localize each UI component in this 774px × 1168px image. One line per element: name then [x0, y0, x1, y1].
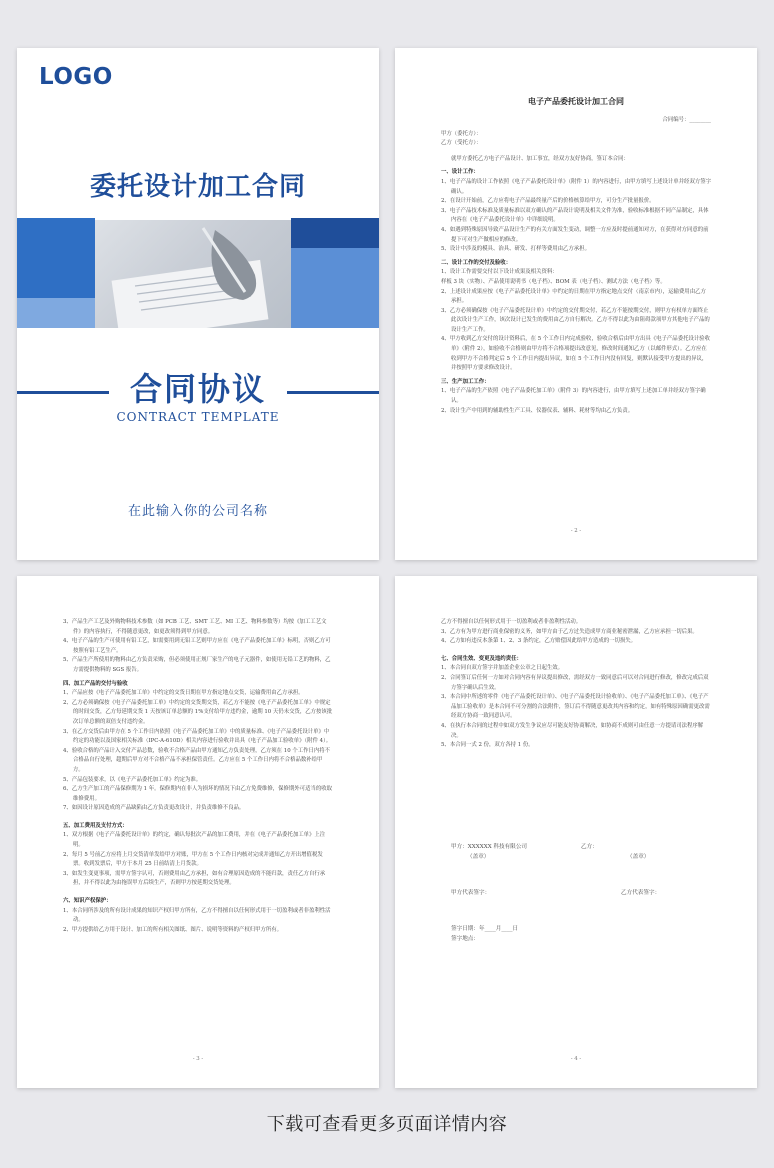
clause-item: 3、电子产品技术标准及质量标准以双方确认的产品设计说明及相关文件为准，验收标准根据不同产品制定，具体内容在《电子产品委托设计单》中详细说明。 — [441, 207, 709, 224]
clause-item: 2、每月 5 号前乙方应将上月交货清单发给甲方对账，甲方在 5 个工作日内核对完成并通知乙方开出增值税发票。收到发票后，甲方于本月 25 日前结清上月货款。 — [63, 851, 323, 868]
clause-item: 4、乙方如有违反本条第 1、2、3 条约定，乙方赔偿因此给甲方造成的一切损失。 — [441, 638, 637, 645]
section-heading: 四、加工产品的交付与验收 — [63, 680, 128, 687]
clause-item: 4、电子产品的生产可使用有铅工艺，如需要用到无铅工艺则甲方应在《电子产品委托加工单》标明，否则乙方可按照有铅工艺生产。 — [63, 638, 331, 654]
section-7-items — [441, 664, 711, 750]
page-number: - 3 - — [192, 1056, 204, 1062]
section-1-items — [441, 178, 711, 255]
clause-item: 2、甲方提供给乙方用于设计、加工的所有相关图纸、图片、说明等资料的产权归甲方所有。 — [63, 926, 283, 933]
clause-item: 2、合同签订后任何一方如对合同内容有异议提出修改，需经双方一致同意后可以对合同进行修改，修改完成后双方签字确认后生效。 — [441, 674, 709, 691]
page4-body — [441, 618, 711, 751]
clause-item: 样板 3 块（实物）、产品使用说明书（电子档）、BOM 表（电子档）、测试方法（电子档）等。 — [441, 278, 666, 285]
clause-item: 1、设计工作需要交付以下设计成果及相关资料： — [441, 269, 558, 276]
section-heading: 七、合同生效、变更及违约责任： — [441, 655, 522, 662]
contract-page-3 — [17, 576, 379, 1088]
clause-item: 5、产品包装要求，以《电子产品委托加工单》约定为准。 — [63, 776, 202, 783]
page3-body — [63, 618, 333, 935]
cover-page — [17, 48, 379, 560]
clause-item: 4、在执行本合同的过程中如双方发生争议应尽可能友好协商解决，如协商不成则可由任意一方提请司法程序解决。 — [441, 722, 704, 739]
party-a: 甲方（委托方）： — [441, 130, 482, 137]
clause-item: 7、如因设计原因造成的产品缺陷由乙方负责更改设计，并负责维修不良品。 — [63, 805, 245, 812]
section-heading: 一、设计工作： — [441, 169, 479, 176]
clause-item: 4、验收合格的产品计入交付产品总数，验收不合格产品由甲方通知乙方负责处理，乙方须在 10 个工作日内将不合格品自行处理，超期后甲方对不合格产品不承担保管责任。乙方应在 5 个工作日内将不合格品数补给甲方。 — [63, 747, 331, 773]
section-3-items — [441, 387, 711, 416]
clause-list — [441, 618, 711, 647]
contract-template-subtitle: CONTRACT TEMPLATE — [116, 410, 280, 424]
seal-a: （盖章） — [467, 854, 490, 860]
contract-page-2 — [395, 48, 757, 560]
clause-item: 2、设计生产中用到的辅助性生产工具、仪器仪表、辅料、耗材等均由乙方负责。 — [441, 407, 634, 414]
signature-party-b: 乙方： — [581, 844, 598, 850]
contract-number: 合同编号：________ — [662, 117, 711, 123]
signature-party-a: 甲方：XXXXXX 科技有限公司 — [451, 844, 528, 850]
clause-item: 3、如发生变更事项，需甲方签字认可，否则费用由乙方承担，如有合理原因造成的不能归款，责任乙方自行承担，并不得以此为由拖误甲方后续生产，否则甲方按延期交货处理。 — [63, 870, 326, 887]
clause-item: 1、本合同所涉及的所有设计成果的知识产权归甲方所有，乙方不得擅自以任何形式用于一切盈利或者非盈利性活动。 — [63, 907, 331, 924]
document-title: 电子产品委托设计加工合同 — [528, 97, 624, 106]
clause-item: 3、产品生产工艺及外购物料技术参数（如 PCB 工艺、SMT 工艺、MI 工艺、物料参数等）均按《加工工艺文件》的内容执行，不得随意更改，如更改须得到甲方同意。 — [63, 619, 327, 635]
page2-body — [441, 116, 711, 416]
clause-item: 5、设计中涉及的模具、治具、研发、打样等费用由乙方承担。 — [441, 246, 590, 253]
clause-item: 6、乙方生产加工的产品保修期为 1 年。保修期内在非人为损坏的情况下由乙方免费维修，保修期外可适当的收取维修费用。 — [63, 786, 333, 802]
clause-item: 1、本合同自双方签字并加盖企业公章之日起生效。 — [441, 665, 564, 672]
clause-item: 4、如遇到特殊原因导致产品设计生产的有关方面发生变动，调整一方应及时提前通知对方，在获得对方同意的前提下可对生产做相应的修改。 — [441, 226, 709, 243]
contract-page-4 — [395, 576, 757, 1088]
representative-b: 乙方代表签字： — [621, 890, 661, 896]
clause-item: 3、乙方有为甲方进行商业保密的义务，如甲方由于乙方过失造成甲方商业秘密泄漏，乙方应承担一切后果。 — [441, 628, 698, 635]
cover-title: 委托设计加工合同 — [89, 172, 306, 202]
section-heading: 三、生产加工工作： — [441, 378, 490, 385]
hand-writing-photo — [95, 220, 291, 328]
section-heading: 五、加工费用及支付方式： — [63, 822, 128, 829]
representative-a: 甲方代表签字： — [451, 890, 491, 896]
sign-date: 签字日期：年____月____日 — [451, 926, 519, 932]
clause-item: 5、本合同一式 2 份，双方各持 1 份。 — [441, 742, 534, 749]
section-heading: 二、设计工作的交付及验收： — [441, 259, 512, 266]
page-number: - 4 - — [570, 1056, 582, 1062]
clause-item: 1、电子产品的生产依照《电子产品委托加工单》（附件 3）的内容进行，由甲方填写上述加工单并经双方签字确认。 — [441, 388, 706, 405]
seal-b: （盖章） — [627, 854, 650, 860]
section-heading: 六、知识产权保护： — [63, 898, 112, 905]
clause-item: 1、电子产品的设计工作依照《电子产品委托设计单》（附件 1）的内容进行，由甲方填写上述设计单并经双方签字确认。 — [441, 178, 712, 195]
logo: LOGO — [39, 64, 113, 90]
agreement-heading: 合同协议 — [129, 370, 266, 408]
clause-item: 3、本合同中所述的零件《电子产品委托设计单》、《电子产品委托设计验收单》、《电子产品委托加工单》、《电子产品加工验收单》是本合同不可分割的合法附件，签订后不得随意更改其内容和约定，如有特殊原因确需更改需经双方协商一致同意认可。 — [441, 694, 710, 720]
clause-item: 1、双方根据《电子产品委托设计单》的约定，确认每批次产品的加工费用，并在《电子产品委托加工单》上注明。 — [63, 832, 326, 849]
clause-item: 1、产品应按《电子产品委托加工单》中约定的交货日期在甲方指定地点交货，运输费用由乙方承担。 — [63, 690, 304, 697]
intro: 就甲方委托乙方电子产品设计、加工事宜，经双方友好协商，签订本合同： — [451, 155, 629, 162]
sign-place: 签字地点： — [451, 936, 479, 942]
section-2-items — [441, 268, 711, 374]
download-notice: 下载可查看更多页面详情内容 — [266, 1114, 508, 1135]
clause-item: 2、在设计开始前，乙方应将电子产品最终量产后的价格核算给甲方，可分生产批量报价。 — [441, 198, 655, 205]
clause-item: 3、在乙方交货后由甲方在 5 个工作日内依照《电子产品委托加工单》中的质量标准、《电子产品委托设计单》中约定的功能以及国家相关标准（IPC-A-610D）相关内容进行验收并出具《电子产品加工验收单》（附件 4）。 — [63, 728, 332, 745]
page-number: - 2 - — [570, 528, 582, 534]
section-5-items — [63, 831, 333, 889]
clause-item: 乙方不得擅自以任何形式用于一切盈利或者非盈利性活动。 — [441, 619, 582, 625]
clause-item: 2、上述设计成果应按《电子产品委托设计单》中约定的日期在甲方指定地点交付（南京市内），运输费用由乙方承担。 — [441, 288, 706, 305]
section-6-items — [63, 907, 333, 936]
clause-item: 2、乙方必须确保按《电子产品委托加工单》中约定的交货期交货，若乙方不能按《电子产品委托加工单》中规定的时间交货，乙方每延期交货 1 天按该订单总额的 1%支付给甲方违约金，逾期 10 天仍未交货，乙方按该批次订单总额的双倍支付违约金。 — [63, 699, 333, 725]
clause-list — [63, 618, 333, 676]
section-4-items — [63, 689, 333, 814]
clause-item: 3、乙方必须确保按《电子产品委托设计单》中约定的交付期交付，若乙方不能按期交付，则甲方有权单方面终止此次设计生产工作，该次设计已发生的费用由乙方自行解决。乙方不得以此为由阻碍款项甲方其他电子产品的设计生产工作。 — [441, 307, 710, 333]
party-b: 乙方（受托方）： — [441, 140, 482, 147]
clause-item: 4、甲方收到乙方交付的设计资料后，在 5 个工作日内完成验收，验收合格后由甲方出具《电子产品委托设计验收单》（附件 2），如验收不合格则由甲方将不合格项提出改意见，修改时间通知乙方（以邮件形式）。乙方应在收到甲方不合格判定后 5 个工作日内提出异议，如在 5 个工作日内没有回复，则默认接受甲方提出的异议，并按照甲方要求修改设计。 — [441, 336, 711, 372]
company-name: 在此输入你的公司名称 — [127, 504, 268, 519]
clause-item: 5、产品生产所使用的物料由乙方负责采购，但必须使用正规厂家生产的电子元器件，如使用无铅工艺的物料，乙方需提供物料的 SGS 报告。 — [63, 657, 331, 673]
